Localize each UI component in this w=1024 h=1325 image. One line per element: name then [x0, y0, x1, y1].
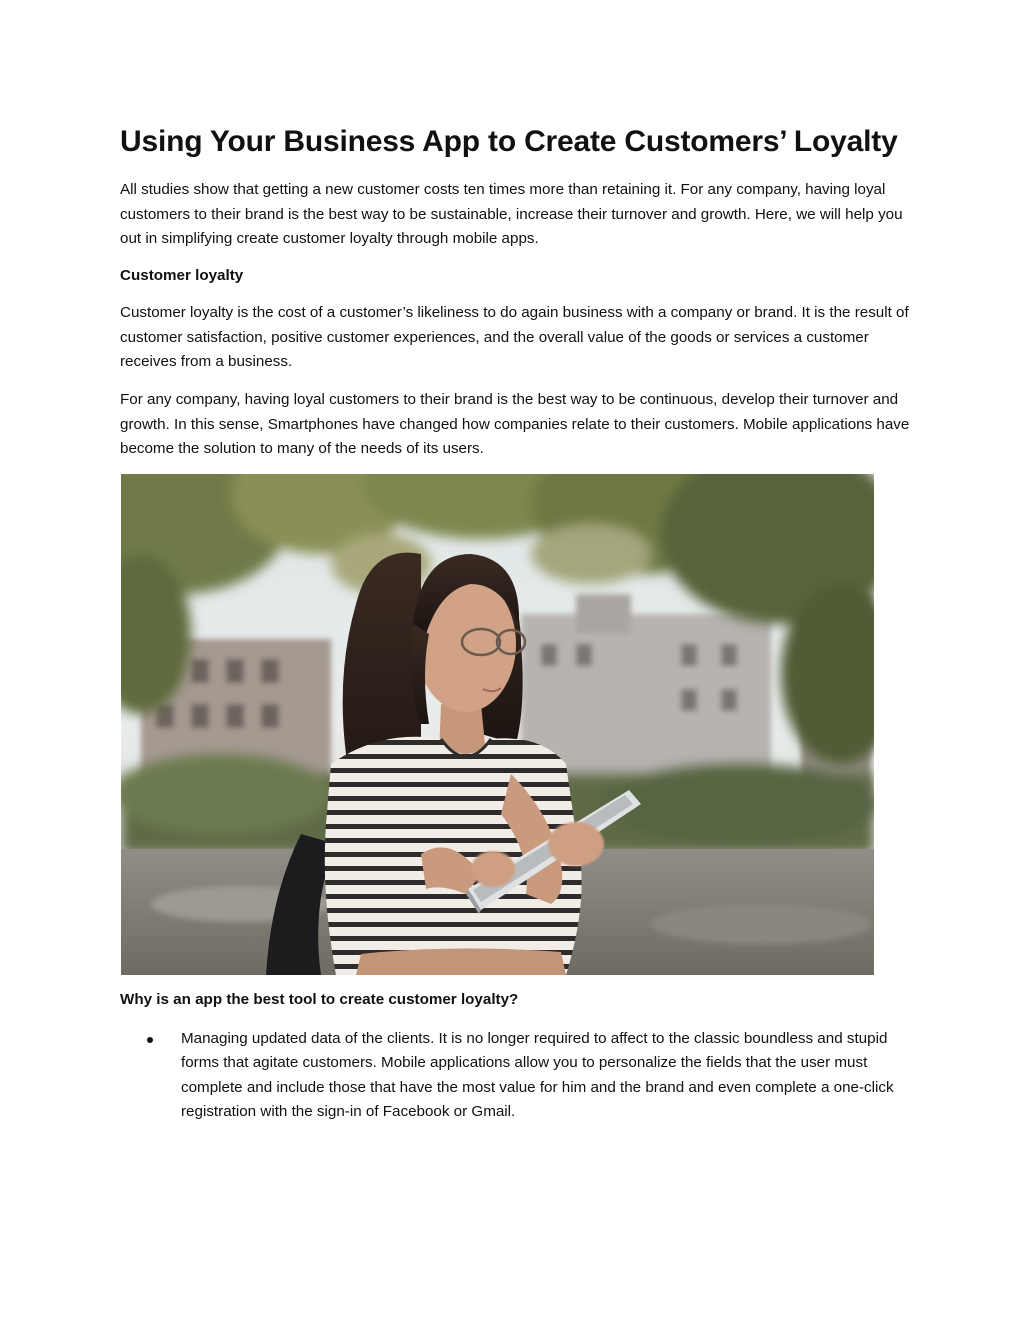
bullet-list	[120, 1027, 910, 1124]
list-item	[120, 1027, 910, 1124]
intro-paragraph: All studies show that getting a new customer costs ten times more than retaining it. For any company, having loyal customers to their brand is the best way to be sustainable, increase their turnover and growth. Here, we will help you out in simplifying create customer loyalty through mobile apps.	[120, 181, 903, 247]
customer-loyalty-paragraph-1: Customer loyalty is the cost of a customer’s likeliness to do again business with a company or brand. It is the result of customer satisfaction, positive customer experiences, and the overall value of the goods or services a customer receives from a business.	[120, 304, 909, 370]
section-heading-why-app: Why is an app the best tool to create customer loyalty?	[120, 991, 519, 1008]
woman-with-tablet-photo	[121, 474, 874, 975]
bullet-icon	[147, 1037, 153, 1043]
customer-loyalty-paragraph-2: For any company, having loyal customers to their brand is the best way to be continuous, develop their turnover and growth. In this sense, Smartphones have changed how companies relate to their customers. Mobile applications have become the solution to many of the needs of its users.	[120, 391, 910, 457]
page-title: Using Your Business App to Create Customers’ Loyalty	[120, 125, 898, 158]
bullet-text: Managing updated data of the clients. It is no longer required to affect to the classic boundless and stupid forms that agitate customers. Mobile applications allow you to personalize the fields that the user must complete and include those that have the most value for him and the brand and even complete a one-click registration with the sign-in of Facebook or Gmail.	[181, 1030, 894, 1120]
section-heading-customer-loyalty: Customer loyalty	[120, 267, 244, 284]
